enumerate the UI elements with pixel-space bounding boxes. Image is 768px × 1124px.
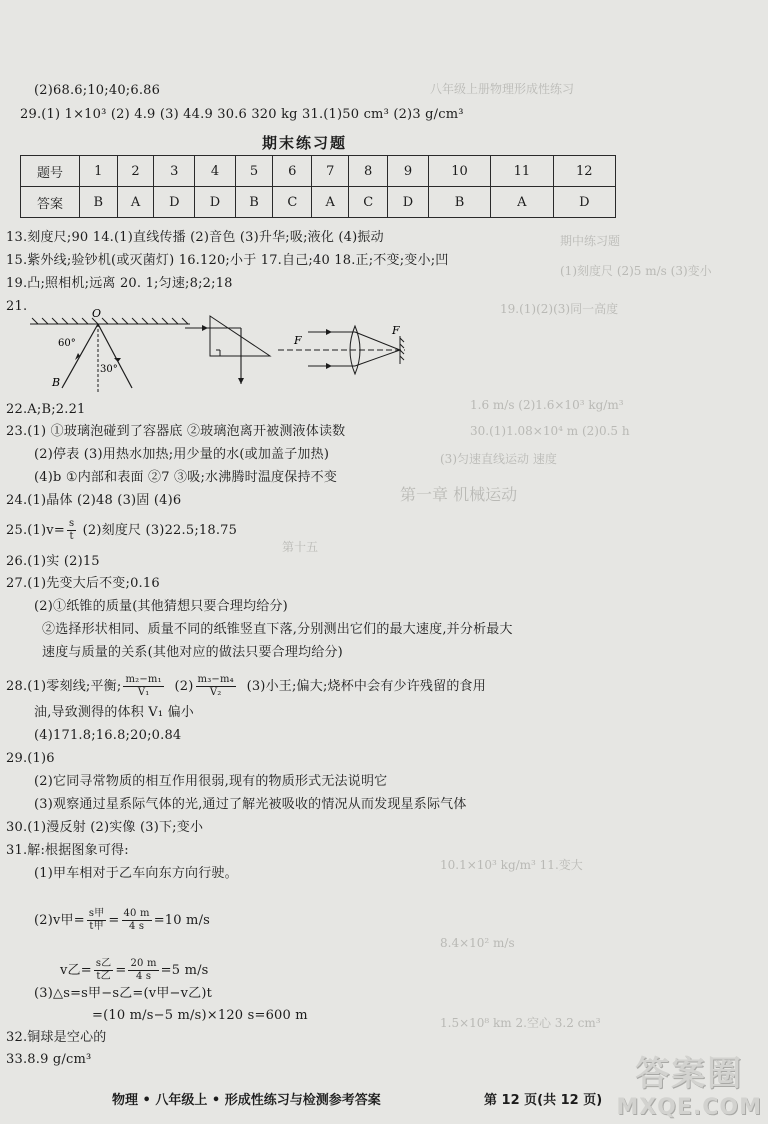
bleed-through-text: 1.6 m/s (2)1.6×10³ kg/m³ [470,398,624,412]
answer-text: =5 m/s [160,963,209,978]
table-cell: 1 [80,156,118,187]
answer-text: 25.(1)v= [6,523,65,538]
answer-line: (3)△s=s甲−s乙=(v甲−v乙)t [34,986,213,1001]
answer-table [20,155,616,218]
table-cell: D [154,187,195,218]
answer-line: (3)观察通过星系际气体的光,通过了解光被吸收的情况从而发现星系际气体 [34,797,467,812]
page-footer-title: 物理 • 八年级上 • 形成性练习与检测参考答案 [112,1093,381,1108]
answer-line: 26.(1)实 (2)15 [6,554,100,569]
table-cell: C [349,187,388,218]
fraction-numerator: m₂−m₁ [125,674,162,685]
angle-label: 30° [100,364,118,375]
table-cell: 9 [388,156,429,187]
bleed-through-text: 1.5×10⁸ km 2.空心 3.2 cm³ [440,1016,601,1030]
answer-line: (2)68.6;10;40;6.86 [34,83,161,98]
answer-line: 15.紫外线;验钞机(或灭菌灯) 16.120;小于 17.自己;40 18.正;不变;变小;凹 [6,253,449,268]
arrow-icon [114,358,121,362]
bleed-through-text: (3)匀速直线运动 速度 [440,452,557,466]
answer-line: 33.8.9 g/cm³ [6,1052,92,1067]
fraction-numerator: 20 m [130,958,157,969]
answer-line: 油,导致测得的体积 V₁ 偏小 [34,705,194,720]
bleed-through-text: 10.1×10³ kg/m³ 11.变大 [440,858,583,872]
watermark-logo [616,1046,762,1120]
fraction-denominator: t [69,531,74,542]
focus-label: F [392,324,400,337]
prism [210,316,270,356]
table-row [21,156,616,187]
fraction [123,674,163,699]
optics-diagram [20,306,420,406]
answer-line: 19.凸;照相机;远离 20. 1;匀速;8;2;18 [6,276,233,291]
answer-text: (3)小王;偏大;烧杯中会有少许残留的食用 [246,679,486,694]
plane-mirror [30,318,190,324]
arrow-icon [202,325,208,331]
answer-text: 28.(1)零刻线;平衡; [6,679,122,694]
answer-line [6,674,486,699]
fraction-numerator: s乙 [95,958,112,969]
fraction [87,908,107,933]
fraction-numerator: s甲 [88,908,105,919]
watermark-text: 答案圈 [635,1054,744,1094]
answer-line: ②选择形状相同、质量不同的纸锥竖直下落,分别测出它们的最大速度,并分析最大 [42,622,513,637]
answer-line: 27.(1)先变大后不变;0.16 [6,576,160,591]
answer-line: (4)171.8;16.8;20;0.84 [34,728,182,743]
table-row-label: 题号 [21,156,80,187]
table-cell: 4 [195,156,236,187]
table-cell: 11 [491,156,553,187]
answer-text: (2)v甲= [34,913,85,928]
answer-line: 22.A;B;2.21 [6,402,86,417]
table-cell: 7 [312,156,349,187]
fraction-denominator: V₁ [137,687,150,698]
table-cell: D [553,187,615,218]
arrow-icon [326,363,332,369]
table-cell: 12 [553,156,615,187]
fraction [196,674,236,699]
table-cell: B [428,187,490,218]
bleed-through-text: 第一章 机械运动 [400,485,518,504]
answer-line [6,518,237,543]
answer-line: 速度与质量的关系(其他对应的做法只要合理均给分) [42,645,343,660]
answer-text: v乙= [60,963,92,978]
screen [400,336,404,364]
light-ray [355,350,400,366]
answer-line: (2)停表 (3)用热水加热;用少量的水(或加盖子加热) [34,447,330,462]
answer-line: (2)①纸锥的质量(其他猜想只要合理均给分) [34,599,288,614]
fraction [128,958,158,983]
answer-line: (1)甲车相对于乙车向东方向行驶。 [34,866,238,881]
bleed-through-text: 第十五 [282,540,319,554]
section-title: 期末练习题 [262,134,348,152]
answer-line: 31.解:根据图象可得: [6,843,129,858]
arrow-icon [326,329,332,335]
answer-line: (4)b ①内部和表面 ②7 ③吸;水沸腾时温度保持不变 [34,470,338,485]
table-row [21,187,616,218]
answer-line: 13.刻度尺;90 14.(1)直线传播 (2)音色 (3)升华;吸;液化 (4)振动 [6,230,384,245]
answer-text: (2) [174,679,194,694]
page-number: 第 12 页(共 12 页) [484,1093,603,1108]
arrow-icon [75,353,80,360]
fraction [122,908,152,933]
table-cell: B [235,187,273,218]
table-cell: 10 [428,156,490,187]
fraction-numerator: m₃−m₄ [197,674,234,685]
point-label-b: B [52,376,61,389]
table-cell: D [195,187,236,218]
answer-line: 21. [6,299,28,314]
watermark-url: MXQE.COM [616,1095,762,1120]
fraction-numerator: 40 m [123,908,150,919]
table-cell: B [80,187,118,218]
answer-line: 29.(1)6 [6,751,55,766]
fraction-denominator: 4 s [135,971,152,982]
table-cell: A [312,187,349,218]
table-cell: D [388,187,429,218]
reflected-ray [98,324,132,388]
table-cell: C [273,187,312,218]
fraction-denominator: V₂ [209,687,222,698]
answer-line: =(10 m/s−5 m/s)×120 s=600 m [92,1008,308,1023]
answer-line: 29.(1) 1×10³ (2) 4.9 (3) 44.9 30.6 320 kg 31.(1)50 cm³ (2)3 g/cm³ [20,107,464,122]
answer-line: 32.铜球是空心的 [6,1030,107,1045]
fraction-denominator: 4 s [128,921,145,932]
answer-line: 30.(1)漫反射 (2)实像 (3)下;变小 [6,820,204,835]
table-cell: 3 [154,156,195,187]
table-cell: 2 [117,156,154,187]
answer-line: 23.(1) ①玻璃泡碰到了容器底 ②玻璃泡离开被测液体读数 [6,424,346,439]
focus-label: F [294,334,302,347]
table-cell: 8 [349,156,388,187]
fraction-denominator: t甲 [89,921,104,932]
answer-line: (2)它同寻常物质的相互作用很弱,现有的物质形式无法说明它 [34,774,388,789]
fraction-numerator: s [68,518,75,529]
fraction [67,518,76,543]
table-cell: A [491,187,553,218]
answer-text: (2)刻度尺 (3)22.5;18.75 [78,523,238,538]
bleed-through-text: 8.4×10² m/s [440,936,515,950]
answer-line: (2)v甲= $\frac{\text{s甲}}{\text{t甲}}$ = $\frac{40 m}{4 s}$ =10 m/s [34,908,211,932]
bleed-through-text: 期中练习题 [560,234,621,248]
arrow-icon [238,378,244,384]
angle-label: 60° [58,338,76,349]
answer-text: =10 m/s [153,913,211,928]
table-row-label: 答案 [21,187,80,218]
fraction [94,958,114,983]
table-cell: 6 [273,156,312,187]
bleed-through-text: 八年级上册物理形成性练习 [430,82,575,96]
answer-line: 24.(1)晶体 (2)48 (3)固 (4)6 [6,493,182,508]
table-cell: A [117,187,154,218]
bleed-through-text: 19.(1)(2)(3)同一高度 [500,302,619,316]
table-cell: 5 [235,156,273,187]
point-label-o: O [92,307,102,320]
bleed-through-text: 30.(1)1.08×10⁴ m (2)0.5 h [470,424,630,438]
answer-line: v乙= $\frac{\text{s乙}}{\text{t乙}}$ = $\frac{20 m}{4 s}$ =5 m/s [60,958,209,982]
bleed-through-text: (1)刻度尺 (2)5 m/s (3)变小 [560,264,712,278]
fraction-denominator: t乙 [96,971,111,982]
